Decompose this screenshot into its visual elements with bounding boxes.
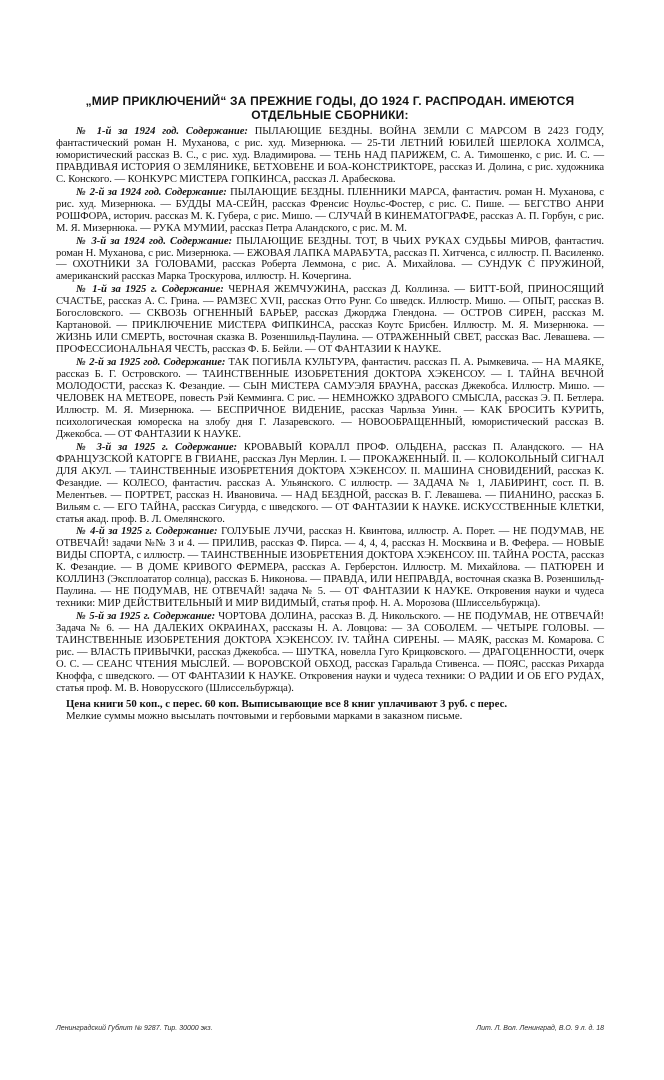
issue-entry (56, 187, 604, 235)
printer-imprint: Лит. Л. Вол. Ленинград, В.О. 9 л. д. 18 (476, 1025, 604, 1032)
issue-heading: № 3-й за 1924 год. Содержание: (76, 235, 233, 247)
issue-contents: ГОЛУБЫЕ ЛУЧИ, рассказ Н. Квинтова, иллюстр. А. Порет. — НЕ ПОДУМАВ, НЕ ОТВЕЧАЙ! задачи №№ 3 и 4. — ПРИЛИВ, рассказ Ф. Пирса. — 4, 4, 4, рассказ Н. Москвина и В. Фефера. — НОВЫЕ ВИДЫ СПОРТА, с иллюстр. — ТАИНСТВЕННЫЕ ИЗОБРЕТЕНИЯ ДОКТОРА ХЭКЕНСОУ. III. ТАЙНА РОСТА, рассказ К. Фезандие. — В ДОМЕ КРИВОГО ФЕРМЕРА, рассказ А. Герберстон. Иллюстр. М. Михайлова. — ПАТЮРЕН И КОЛЛИНЗ (Эксплоататор солнца), рассказ Б. Никонова. — ПРАВДА, ИЛИ НЕПРАВДА, восточная сказка В. Розеншильд-Паулина. — НЕ ПОДУМАВ, НЕ ОТВЕЧАЙ! задача № 5. — ОТ ФАНТАЗИИ К НАУКЕ. Откровения науки и чудеса техники: МИР ДЕЙСТВИТЕЛЬНЫЙ И МИР ВИДИМЫЙ, статья проф. Н. А. Морозова (Шлиссельбуржца). (56, 526, 604, 610)
censor-imprint: Ленинградский Гублит № 9287. Тир. 30000 экз. (56, 1025, 213, 1032)
issue-heading: № 3-й за 1925 г. Содержание: (76, 441, 238, 453)
issue-heading: № 1-й за 1925 г. Содержание: (76, 284, 224, 296)
issue-heading: № 1-й за 1924 год. Содержание: (76, 126, 248, 137)
issue-entry (56, 284, 604, 356)
issue-contents: ПЫЛАЮЩИЕ БЕЗДНЫ. ПЛЕННИКИ МАРСА, фантастич. роман Н. Муханова, с рис. худ. Мизернюка. — БУДДЫ МА-СЕЙН, рассказ Френсис Ноульс-Фостер, с рис. С. Пише. — БЕГСТВО АНРИ РОШФОРА, историч. рассказ М. К. Губера, с рис. Мишо. — СЛУЧАЙ В КИНЕМАТОГРАФЕ, рассказ А. П. Горбун, с рис. М. Я. Мизернюка. — РУКА МУМИИ, рассказ Петра Аландского, с рис. М. М. (56, 186, 604, 234)
issue-heading: № 2-й за 1925 год. Содержание: (76, 357, 226, 369)
issue-heading: № 4-й за 1925 г. Содержание: (76, 526, 218, 538)
issue-entry (56, 236, 604, 284)
issue-entry (56, 126, 604, 186)
issues-list (56, 126, 604, 695)
issue-entry (56, 442, 604, 526)
issue-contents: ТАК ПОГИБЛА КУЛЬТУРА, фантастич. рассказ П. А. Рымкевича. — НА МАЯКЕ, рассказ Б. Г. Островского. — ТАИНСТВЕННЫЕ ИЗОБРЕТЕНИЯ ДОКТОРА ХЭКЕНСОУ. — I. ТАЙНА ВЕЧНОЙ МОЛОДОСТИ, рассказ К. Фезандие. — СЫН МИСТЕРА САМУЭЛЯ БРАУНА, рассказ Джекобса. Иллюстр. Мишо. — ЧЕЛОВЕК НА МЕТЕОРЕ, повесть Рэй Кемминга. С рис. — НЕМНОЖКО ЗДРАВОГО СМЫСЛА, рассказ Э. П. Бетлера. Иллюстр. М. Я. Мизернюка. — БЕСПРИЧНОЕ ВИДЕНИЕ, рассказ Чарльза Уинн. — КАК БРОСИТЬ КУРИТЬ, психологическая юмореска на злобу дня Г. Лазаревского. — НОВООБРАЩЕННЫЙ, юмористический рассказ В. Джекобса. — ОТ ФАНТАЗИИ К НАУКЕ. (56, 357, 604, 440)
issue-contents: ЧОРТОВА ДОЛИНА, рассказ В. Д. Никольского. — НЕ ПОДУМАВ, НЕ ОТВЕЧАЙ! Задача № 6. — НА ДАЛЕКИХ ОКРАИНАХ, рассказы Н. А. Ловцова: — ЗА СОБОЛЕМ. — ЧЕТЫРЕ ГОЛОВЫ. — ТАИНСТВЕННЫЕ ИЗОБРЕТЕНИЯ ДОКТОРА ХЭКЕНСОУ. IV. ТАЙНА СИРЕНЫ. — МАЯК, рассказ М. Комарова. С рис. — ВЛАСТЬ ПРИВЫЧКИ, рассказ Джекобса. — ШУТКА, новелла Гуго Крицковского. — ДРАГОЦЕННОСТИ, очерк О. С. — СЕАНС ЧТЕНИЯ МЫСЛЕЙ. — ВОРОВСКОЙ ОБХОД, рассказ Гаральда Стивенса. — ПОЯС, рассказ Рихарда Кноффа, с шведского. — ОТ ФАНТАЗИИ К НАУКЕ. Откровения науки и чудеса техники: О РАДИИ И ОБ ЕГО РУДАХ, статья проф. М. В. Новорусского (Шлиссельбуржца). (56, 611, 604, 694)
issue-entry (56, 611, 604, 695)
issue-entry (56, 526, 604, 610)
issue-contents: ЧЕРНАЯ ЖЕМЧУЖИНА, рассказ Д. Коллинза. — БИТТ-БОЙ, ПРИНОСЯЩИЙ СЧАСТЬЕ, рассказ А. С. Грина. — РАМЗЕС XVII, рассказ Отто Рунг. Со шведск. Иллюстр. Мишо. — ОПЫТ, рассказ В. Богословского. — СКВОЗЬ ОГНЕННЫЙ БАРЬЕР, рассказ Джорджа Глендона. — ОСТРОВ СИРЕН, рассказ М. Картановой. — ПРИКЛЮЧЕНИЕ МИСТЕРА ФИПКИНСА, рассказ Коутс Брисбен. Иллюстр. М. Я. Мизернюка. — ЖИЗНЬ ИЛИ СМЕРТЬ, восточная сказка В. Розеншильд-Паулина. — ОТРАЖЕННЫЙ СВЕТ, рассказ Вас. Левашева. — ПРОФЕССИОНАЛЬНАЯ ЧЕСТЬ, рассказ Ф. Б. Бейли. — ОТ ФАНТАЗИИ К НАУКЕ. (56, 284, 604, 356)
page-heading: „МИР ПРИКЛЮЧЕНИЙ“ ЗА ПРЕЖНИЕ ГОДЫ, ДО 1924 Г. РАСПРОДАН. ИМЕЮТСЯ ОТДЕЛЬНЫЕ СБОРНИКИ: (85, 94, 575, 122)
issue-contents: КРОВАВЫЙ КОРАЛЛ ПРОФ. ОЛЬДЕНА, рассказ П. Аландского. — НА ФРАНЦУЗСКОЙ КАТОРГЕ В ГВИАНЕ, рассказ Лун Мерлин. I. — ПРОКАЖЕННЫЙ. II. — КОЛОКОЛЬНЫЙ СИГНАЛ ДЛЯ АКУЛ. — ТАИНСТВЕННЫЕ ИЗОБРЕТЕНИЯ ДОКТОРА ХЭКЕНСОУ. II. МАШИНА СНОВИДЕНИЙ, рассказ К. Фезандие. — КОЛЕСО, фантастич. рассказ А. Ульянского. С иллюстр. — ЗАДАЧА № 1, ЛАБИРИНТ, сост. П. В. Мелентьев. — ПОРТРЕТ, рассказ Н. Ивановича. — НАД БЕЗДНОЙ, рассказ В. Г. Левашева. — ПИАНИНО, рассказ Б. Вильям с. — ЕГО ТАЙНА, рассказ Сигурда, с шведского. — ОТ ФАНТАЗИИ К НАУКЕ. ИСКУССТВЕННЫЕ КЛЕТКИ, статья акад. проф. В. Л. Омелянского. (56, 441, 604, 525)
price-line: Цена книги 50 коп., с перес. 60 коп. Выписывающие все 8 книг уплачивают 3 руб. с перес. (66, 697, 508, 710)
issue-heading: № 5-й за 1925 г. Содержание: (76, 611, 216, 623)
issue-entry (56, 357, 604, 441)
issue-contents: ПЫЛАЮЩИЕ БЕЗДНЫ. ВОЙНА ЗЕМЛИ С МАРСОМ В 2423 ГОДУ, фантастический роман Н. Муханова, с рис. худ. Мизернюка. — 25-ТИ ЛЕТНИЙ ЮБИЛЕЙ ШЕРЛОКА ХОЛМСА, юмористический рассказ В. С., с рис. худ. Владимирова. — ТЕНЬ НАД ПАРИЖЕМ, С. А. Тимошенко, с рис. И. С. — ПРАВДИВАЯ ИСТОРИЯ О ЗЕМЛЯНИКЕ, БЕТХОВЕНЕ И БОА-КОНСТРИКТОРЕ, рассказ И. Долина, с рис. художника С. Конского. — КОНКУРС МИСТЕРА ГОПКИНСА, рассказ Л. Арабескова. (56, 126, 605, 185)
payment-note: Мелкие суммы можно высылать почтовыми и гербовыми марками в заказном письме. (66, 709, 463, 722)
issue-contents: ПЫЛАЮЩИЕ БЕЗДНЫ. ТОТ, В ЧЬИХ РУКАХ СУДЬБЫ МИРОВ, фантастич. роман Н. Муханова, с рис. Мизернюка. — ЕЖОВАЯ ЛАПКА МАРАБУТА, рассказ П. Хитченса, с иллюстр. П. Василенко. — ОХОТНИКИ ЗА ГОЛОВАМИ, рассказ Роберта Леммона, с рис. А. Михайлова. — СУНДУК С ПРУЖИНОЙ, американский рассказ Марка Троскурова, иллюстр. Н. Кочергина. (56, 235, 604, 283)
issue-heading: № 2-й за 1924 год. Содержание: (76, 186, 227, 198)
